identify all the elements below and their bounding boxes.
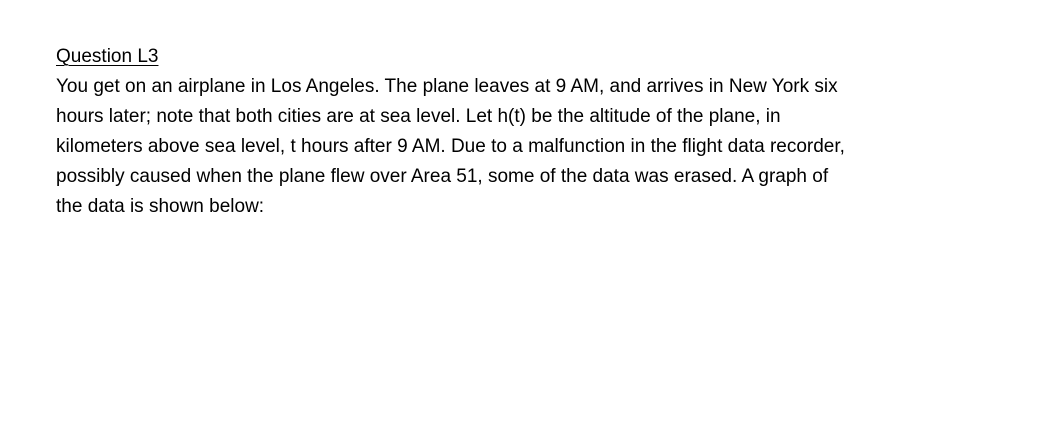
- question-line: hours later; note that both cities are at sea level. Let h(t) be the altitude of the plane, in: [56, 106, 781, 127]
- question-line: kilometers above sea level, t hours after 9 AM. Due to a malfunction in the flight data recorder,: [56, 136, 845, 157]
- question-line: possibly caused when the plane flew over Area 51, some of the data was erased. A graph of: [56, 166, 829, 187]
- document-page: [56, 42, 1016, 222]
- question-title: Question L3: [56, 46, 159, 67]
- question-line: You get on an airplane in Los Angeles. The plane leaves at 9 AM, and arrives in New York six: [56, 76, 838, 97]
- question-body: [56, 72, 1016, 222]
- question-line: the data is shown below:: [56, 196, 265, 217]
